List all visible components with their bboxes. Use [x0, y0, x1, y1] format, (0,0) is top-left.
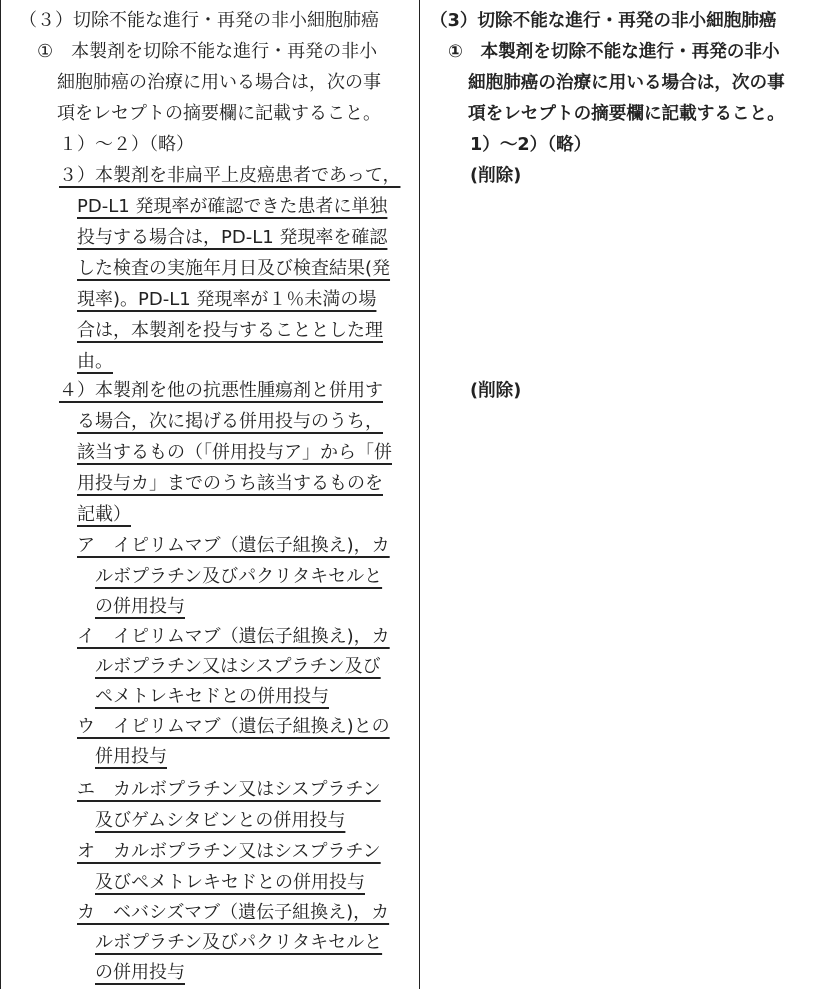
combo-a-line: の併用投与	[95, 596, 185, 617]
combo-u-line: ウ イピリムマブ（遺伝子組換え)との	[77, 716, 390, 737]
item3-line: 由。	[77, 351, 113, 372]
item4-line: 用投与カ」までのうち該当するものを	[77, 473, 383, 494]
item1-line: ① 本製剤を切除不能な進行・再発の非小	[448, 42, 780, 62]
item3-line: 現率)。PD-L1 発現率が１％未満の場	[77, 289, 377, 310]
item4-line: ４）本製剤を他の抗悪性腫瘍剤と併用す	[59, 380, 383, 401]
combo-i-line: ルボプラチン又はシスプラチン及び	[95, 656, 381, 677]
item3-line: した検査の実施年月日及び検査結果(発	[77, 258, 391, 279]
combo-i-line: ペメトレキセドとの併用投与	[95, 686, 329, 707]
section-heading: （3）切除不能な進行・再発の非小細胞肺癌	[430, 11, 777, 31]
item1-line: 細胞肺癌の治療に用いる場合は，次の事	[57, 72, 381, 93]
column-divider	[419, 0, 420, 989]
item3-line: 合は，本製剤を投与することとした理	[77, 320, 383, 341]
combo-o-line: 及びペメトレキセドとの併用投与	[95, 872, 365, 893]
combo-u-line: 併用投与	[95, 746, 167, 767]
item1-2-omitted: 1）～2）（略）	[470, 135, 592, 155]
combo-e-line: 及びゲムシタビンとの併用投与	[95, 810, 346, 831]
combo-a-line: ア イピリムマブ（遺伝子組換え)，カ	[77, 535, 390, 556]
combo-ka-line: の併用投与	[95, 962, 185, 983]
item1-line: ① 本製剤を切除不能な進行・再発の非小	[37, 41, 378, 62]
combo-ka-line: カ ベバシズマブ（遺伝子組換え)，カ	[77, 902, 390, 923]
combo-ka-line: ルボプラチン及びパクリタキセルと	[95, 932, 383, 953]
combo-e-line: エ カルボプラチン又はシスプラチン	[77, 779, 381, 800]
deleted-item3: (削除)	[470, 166, 522, 186]
item1-line: 細胞肺癌の治療に用いる場合は，次の事	[468, 73, 785, 93]
item3-line: 投与する場合は，PD-L1 発現率を確認	[77, 227, 388, 248]
item1-line: 項をレセプトの摘要欄に記載すること。	[468, 104, 785, 124]
item4-line: 記載）	[77, 504, 131, 525]
item3-line: ３）本製剤を非扁平上皮癌患者であって，	[59, 165, 401, 186]
item4-line: 該当するもの（「併用投与ア」から「併	[77, 442, 392, 463]
item1-2-omitted: １）～２）（略）	[59, 134, 194, 155]
deleted-item4: (削除)	[470, 381, 522, 401]
item1-line: 項をレセプトの摘要欄に記載すること。	[57, 103, 381, 124]
combo-i-line: イ イピリムマブ（遺伝子組換え)，カ	[77, 626, 390, 647]
combo-a-line: ルボプラチン及びパクリタキセルと	[95, 566, 383, 587]
section-heading: （３）切除不能な進行・再発の非小細胞肺癌	[19, 10, 379, 31]
item3-line: PD-L1 発現率が確認できた患者に単独	[77, 196, 388, 217]
item4-line: る場合，次に掲げる併用投与のうち，	[77, 411, 383, 432]
combo-o-line: オ カルボプラチン又はシスプラチン	[77, 841, 381, 862]
